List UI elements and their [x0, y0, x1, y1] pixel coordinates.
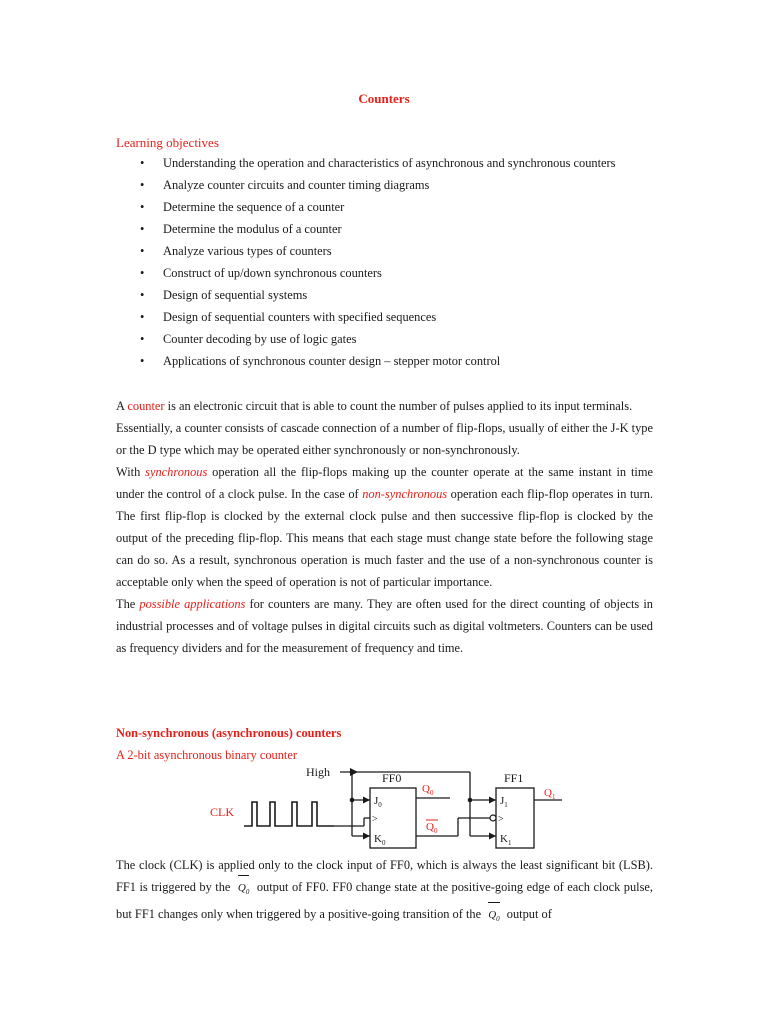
paragraph-clock: [116, 854, 653, 930]
bullet: •: [140, 244, 145, 258]
objective-text: Determine the modulus of a counter: [163, 222, 342, 236]
objective-text: Analyze various types of counters: [163, 244, 332, 258]
list-item: [116, 218, 615, 240]
q0-bar-label: $Q_0$: [426, 821, 438, 835]
q0-label: $Q_0$: [422, 783, 434, 797]
arrow: [489, 797, 496, 804]
section-subheading: A 2-bit asynchronous binary counter: [116, 748, 298, 762]
text-run: Essentially, a counter consists of cascade connection of a number of flip-flops, usually of either the J-K type or the D type which may be operated either synchronously or non-synchronously.: [116, 421, 653, 457]
term-non-synchronous: non-synchronous: [362, 487, 448, 501]
text-run: is an electronic circuit that is able to count the number of pulses applied to its input terminals.: [164, 399, 633, 413]
arrow: [363, 833, 370, 840]
text-run: output of FF0. FF0 change state at the positive-going edge of each clock pulse, but FF1 changes only when triggered by a positive-going transition of the: [116, 880, 654, 922]
intro-text: [116, 395, 653, 659]
bullet: •: [140, 200, 145, 214]
j1-label: $J_1$: [500, 795, 508, 809]
text-run: output of: [503, 907, 552, 922]
objective-text: Determine the sequence of a counter: [163, 200, 345, 214]
list-item: [116, 306, 615, 328]
junction-dot: [350, 798, 355, 803]
objectives-list: [116, 152, 615, 372]
clock-inversion-bubble: [490, 815, 496, 821]
arrow: [363, 797, 370, 804]
ff1-label: FF1: [504, 771, 524, 785]
q0-bar-inline: $Q_0$: [238, 877, 249, 903]
bullet: •: [140, 288, 145, 302]
clk-label: CLK: [210, 805, 234, 819]
bullet: •: [140, 266, 145, 280]
objective-text: Understanding the operation and characteristics of asynchronous and synchronous counters: [163, 156, 616, 170]
text-run: The: [116, 597, 140, 611]
bullet: •: [140, 222, 145, 236]
text-run: operation each flip-flop operates in turn. The first flip-flop is clocked by the external clock pulse and then successive flip-flop is clocked by the output of the preceding flip-flop. This means that each stage must change state before the following stage can do so. As a result, synchronous operation is much faster and the use of a non-synchronous counter is acceptable only when the speed of operation is not of particular importance.: [116, 487, 654, 589]
clock-waveform: [244, 802, 334, 826]
clock-description: [116, 854, 653, 930]
learning-objectives-heading: Learning objectives: [116, 135, 219, 150]
term-synchronous: synchronous: [145, 465, 208, 479]
objective-text: Applications of synchronous counter design – stepper motor control: [163, 354, 501, 368]
page-title: Counters: [358, 91, 410, 106]
clock-input-ff1: >: [498, 814, 504, 825]
arrow: [489, 833, 496, 840]
list-item: [116, 328, 615, 350]
section-heading: Non-synchronous (asynchronous) counters: [116, 726, 342, 740]
text-run: for counters are many. They are often used for the direct counting of objects in industrial processes and of voltage pulses in digital circuits such as digital voltmeters. Counters can be used as frequency dividers and for the measurement of frequency and time.: [116, 597, 653, 655]
q1-label: $Q_1$: [544, 787, 556, 801]
list-item: [116, 262, 615, 284]
bullet: •: [140, 156, 145, 170]
paragraph-sync-vs-async: [116, 461, 653, 593]
text-run: operation all the flip-flops making up the counter operate at the same instant in time under the control of a clock pulse. In the case of: [116, 465, 653, 501]
q0-bar-inline: $Q_0$: [488, 904, 499, 930]
term-counter: counter: [127, 399, 165, 413]
k1-label: $K_1$: [500, 833, 512, 847]
bullet: •: [140, 310, 145, 324]
list-item: [116, 174, 615, 196]
text-run: A: [116, 399, 128, 413]
objective-text: Construct of up/down synchronous counters: [163, 266, 382, 280]
ff0-label: FF0: [382, 771, 402, 785]
k0-label: $K_0$: [374, 833, 386, 847]
text-run: With: [116, 465, 146, 479]
list-item: [116, 240, 615, 262]
list-item: [116, 196, 615, 218]
objective-text: Design of sequential counters with specified sequences: [163, 310, 437, 324]
paragraph-applications: [116, 593, 653, 659]
bullet: •: [140, 332, 145, 346]
list-item: [116, 152, 615, 174]
high-label: High: [306, 765, 330, 779]
objective-text: Analyze counter circuits and counter timing diagrams: [163, 178, 430, 192]
objective-text: Counter decoding by use of logic gates: [163, 332, 357, 346]
bullet: •: [140, 354, 145, 368]
objective-text: Design of sequential systems: [163, 288, 308, 302]
term-possible-applications: possible applications: [139, 597, 246, 611]
paragraph-cascade: [116, 417, 653, 461]
list-item: [116, 284, 615, 306]
bullet: •: [140, 178, 145, 192]
j0-label: $J_0$: [374, 795, 382, 809]
clock-input-ff0: >: [372, 814, 378, 825]
junction-dot: [350, 770, 355, 775]
text-run: The clock (CLK) is applied only to the clock input of FF0, which is always the least significant bit (LSB). FF1 is triggered by the: [116, 858, 653, 894]
list-item: [116, 350, 615, 372]
counter-circuit-diagram: [200, 762, 570, 854]
junction-dot: [468, 798, 473, 803]
paragraph-counter-definition: [116, 395, 653, 417]
